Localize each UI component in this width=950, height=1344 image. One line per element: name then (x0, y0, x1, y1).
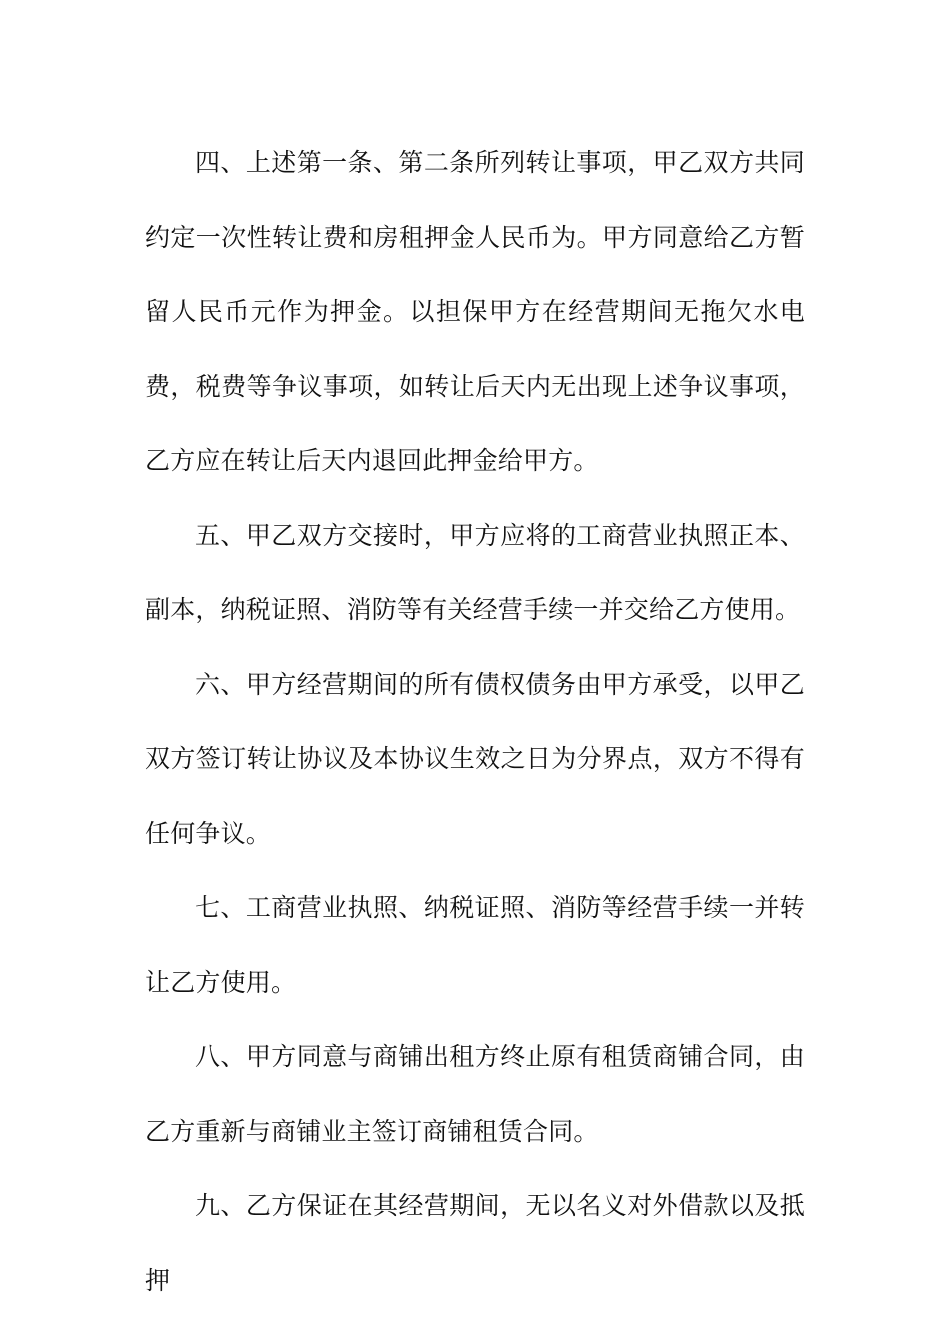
clause-6-paragraph: 六、甲方经营期间的所有债权债务由甲方承受，以甲乙双方签订转让协议及本协议生效之日为分界点，双方不得有任何争议。 (145, 669, 805, 848)
clause-7-paragraph: 七、工商营业执照、纳税证照、消防等经营手续一并转让乙方使用。 (145, 893, 805, 997)
clause-5-paragraph: 五、甲乙双方交接时，甲方应将的工商营业执照正本、副本，纳税证照、消防等有关经营手续一并交给乙方使用。 (145, 520, 805, 624)
clause-9-paragraph: 九、乙方保证在其经营期间，无以名义对外借款以及抵押 (145, 1191, 805, 1295)
clause-4-paragraph: 四、上述第一条、第二条所列转让事项，甲乙双方共同约定一次性转让费和房租押金人民币为。甲方同意给乙方暂留人民币元作为押金。以担保甲方在经营期间无拖欠水电费，税费等争议事项，如转让后天内无出现上述争议事项，乙方应在转让后天内退回此押金给甲方。 (145, 148, 805, 475)
clause-8-paragraph: 八、甲方同意与商铺出租方终止原有租赁商铺合同，由乙方重新与商铺业主签订商铺租赁合同。 (145, 1042, 805, 1146)
document-body (145, 126, 805, 1318)
